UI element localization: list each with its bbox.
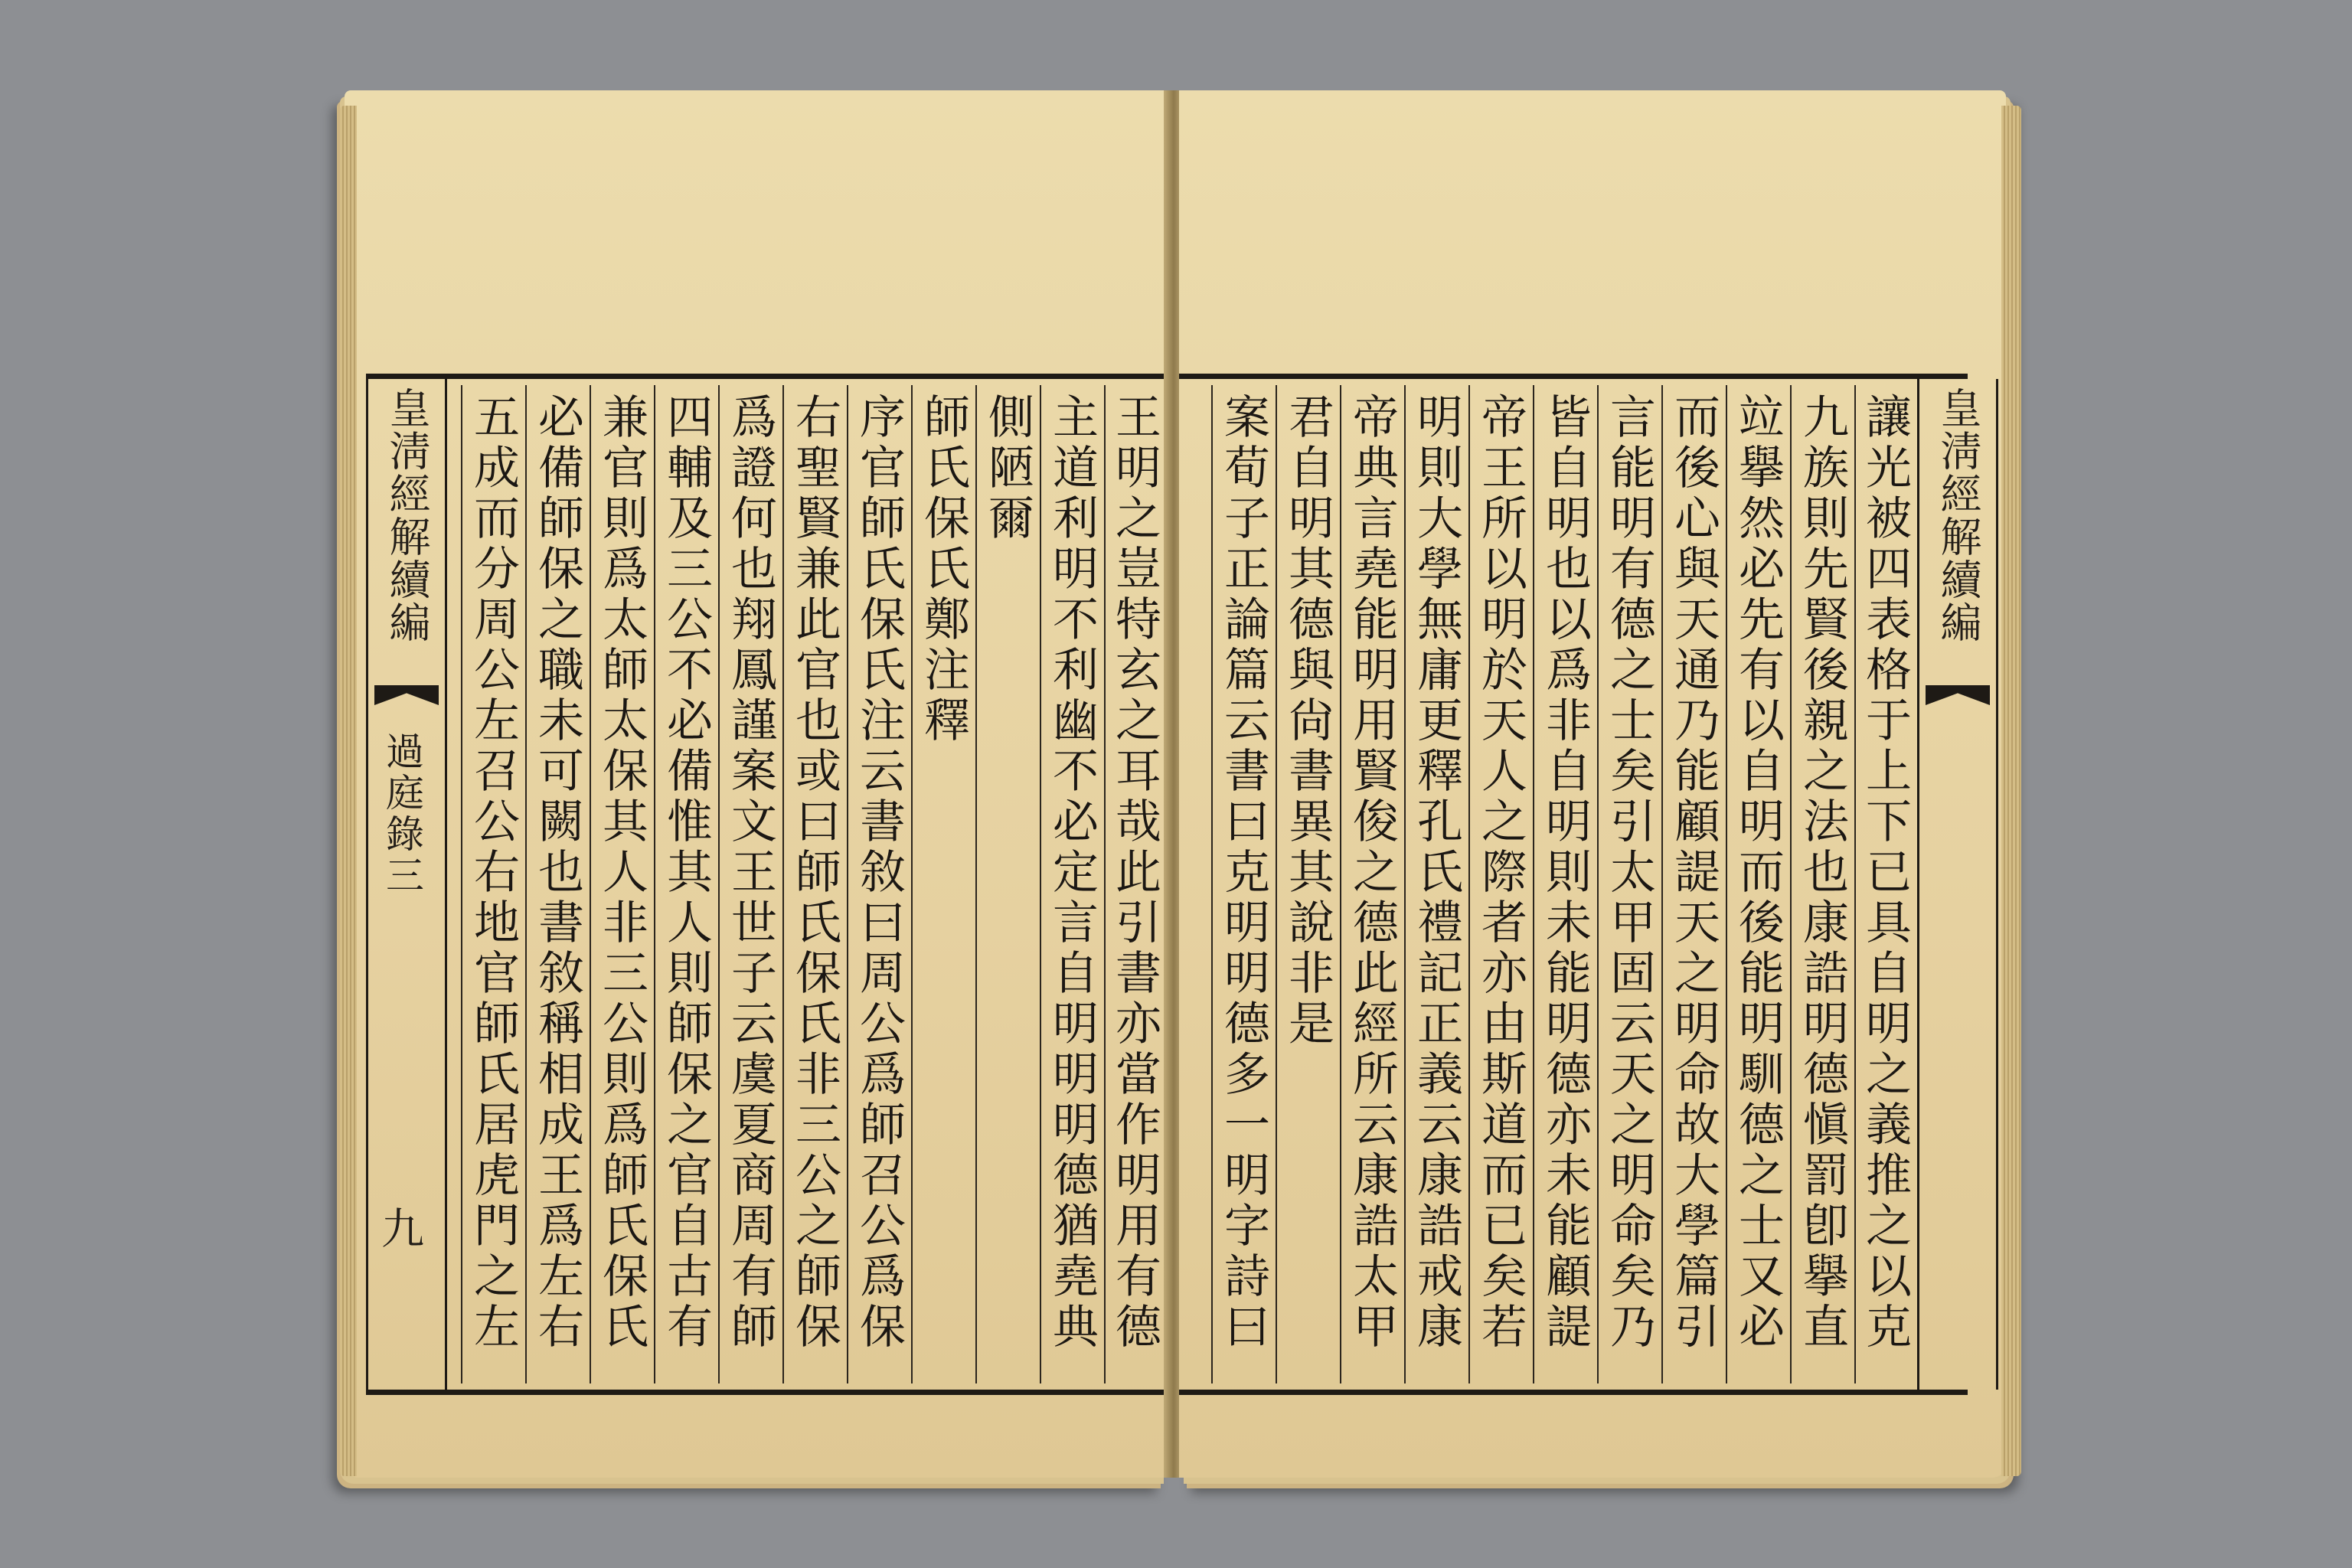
chapter-title: 過庭錄三 [380, 731, 424, 897]
text-column: 皆自明也以爲非自明則未能明德亦未能顧諟 [1533, 385, 1597, 1383]
text-column: 四輔及三公不必備惟其人則師保之官自古有 [654, 385, 718, 1383]
text-column: 帝王所以明於天人之際者亦由斯道而已矣若 [1468, 385, 1533, 1383]
right-page [1179, 90, 2006, 1478]
fish-tail-mark [374, 685, 439, 705]
text-column: 帝典言堯能明用賢俊之德此經所云康誥太甲 [1340, 385, 1404, 1383]
text-column: 竝擧然必先有以自明而後能明馴德之士又必 [1726, 385, 1790, 1383]
text-column: 爲證何也翔鳳謹案文王世子云虞夏商周有師 [718, 385, 782, 1383]
left-page-edge [340, 106, 357, 1476]
text-column: 王明之豈特玄之耳哉此引書亦當作明用有德 [1104, 385, 1168, 1383]
fish-tail-mark [1926, 685, 1990, 705]
right-text-columns [1190, 385, 1919, 1383]
right-text-frame [1179, 374, 1982, 1395]
text-column: 右聖賢兼此官也或曰師氏保氏非三公之師保 [782, 385, 847, 1383]
left-text-columns [443, 385, 1168, 1383]
open-book [337, 90, 2014, 1491]
text-column: 而後心與天通乃能顧諟天之明命故大學篇引 [1661, 385, 1726, 1383]
text-column: 言能明有德之士矣引太甲固云天之明命矣乃 [1597, 385, 1661, 1383]
page-number: 九 [374, 1206, 424, 1249]
text-column: 師氏保氏鄭注釋 [911, 385, 975, 1383]
text-column: 案荀子正論篇云書曰克明明德多一明字詩曰 [1211, 385, 1276, 1383]
text-column: 序官師氏保氏注云書敘曰周公爲師召公爲保 [847, 385, 911, 1383]
right-page-edge [2001, 106, 2021, 1476]
left-text-frame [366, 374, 1168, 1395]
text-column: 讓光被四表格于上下已具自明之義推之以克 [1854, 385, 1919, 1383]
right-banner [1917, 379, 1998, 1390]
text-column: 明則大學無庸更釋孔氏禮記正義云康誥戒康 [1404, 385, 1468, 1383]
text-column: 九族則先賢後親之法也康誥明德愼罰卽擧直 [1790, 385, 1854, 1383]
text-column: 五成而分周公左召公右地官師氏居虎門之左 [461, 385, 525, 1383]
text-column: 君自明其德與尙書異其說非是 [1276, 385, 1340, 1383]
left-banner [366, 379, 447, 1390]
book-series-title: 皇淸經解續編 [1934, 387, 1982, 644]
text-column: 兼官則爲太師太保其人非三公則爲師氏保氏 [590, 385, 654, 1383]
book-series-title: 皇淸經解續編 [383, 387, 431, 644]
text-column: 必備師保之職未可闕也書敘稱相成王爲左右 [525, 385, 590, 1383]
text-column: 主道利明不利幽不必定言自明明明德猶堯典 [1040, 385, 1104, 1383]
text-column: 側陋爾 [975, 385, 1040, 1383]
left-page [345, 90, 1168, 1478]
